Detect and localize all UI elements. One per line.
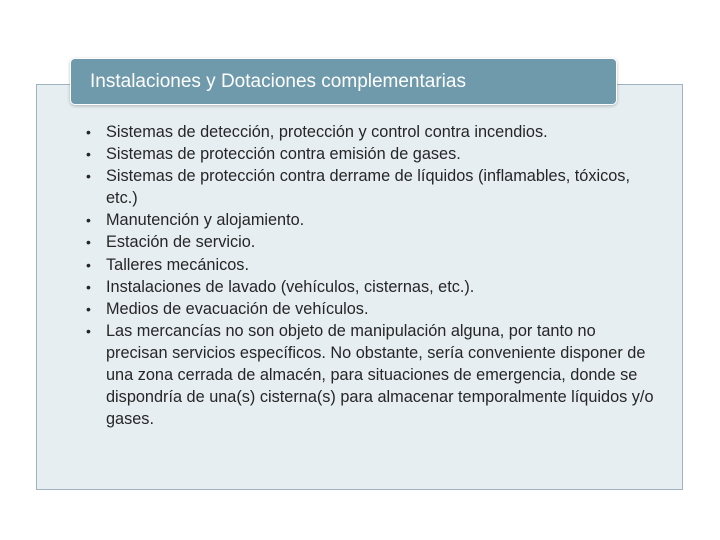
bullet-text: Sistemas de protección contra emisión de gases. — [106, 145, 461, 164]
bullet-item — [84, 276, 654, 298]
bullet-icon: • — [86, 322, 91, 339]
bullet-icon: • — [86, 300, 91, 317]
bullet-icon: • — [86, 146, 91, 163]
bullet-text: Estación de servicio. — [106, 233, 256, 252]
bullet-item — [84, 165, 654, 209]
bullet-icon: • — [86, 278, 91, 295]
bullet-list — [84, 121, 654, 430]
bullet-item — [84, 231, 654, 253]
bullet-text: Las mercancías no son objeto de manipulación alguna, por tanto no precisan servicios específicos. No obstante, sería conveniente disponer de una zona cerrada de almacén, para situaciones de emergencia, donde se dispondría de una(s) cisterna(s) para almacenar temporalmente líquidos y/o gases. — [106, 321, 654, 429]
bullet-text: Manutención y alojamiento. — [106, 211, 305, 230]
bullet-icon: • — [86, 124, 91, 140]
bullet-icon: • — [86, 212, 91, 229]
bullet-text: Medios de evacuación de vehículos. — [106, 299, 369, 318]
bullet-text: Instalaciones de lavado (vehículos, cisternas, etc.). — [106, 277, 475, 296]
title-banner — [70, 58, 617, 105]
bullet-text: Sistemas de protección contra derrame de líquidos (inflamables, tóxicos, etc.) — [106, 167, 630, 208]
bullet-text: Talleres mecánicos. — [106, 255, 249, 274]
bullet-item — [84, 121, 654, 143]
bullet-icon: • — [86, 234, 91, 251]
bullet-icon: • — [86, 168, 91, 185]
slide-title: Instalaciones y Dotaciones complementarias — [90, 70, 466, 92]
bullet-item — [84, 298, 654, 320]
bullet-item — [84, 143, 654, 165]
bullet-item — [84, 320, 654, 430]
bullet-item — [84, 254, 654, 276]
bullet-icon: • — [86, 256, 91, 273]
bullet-item — [84, 209, 654, 231]
bullet-text: Sistemas de detección, protección y control contra incendios. — [106, 123, 548, 141]
